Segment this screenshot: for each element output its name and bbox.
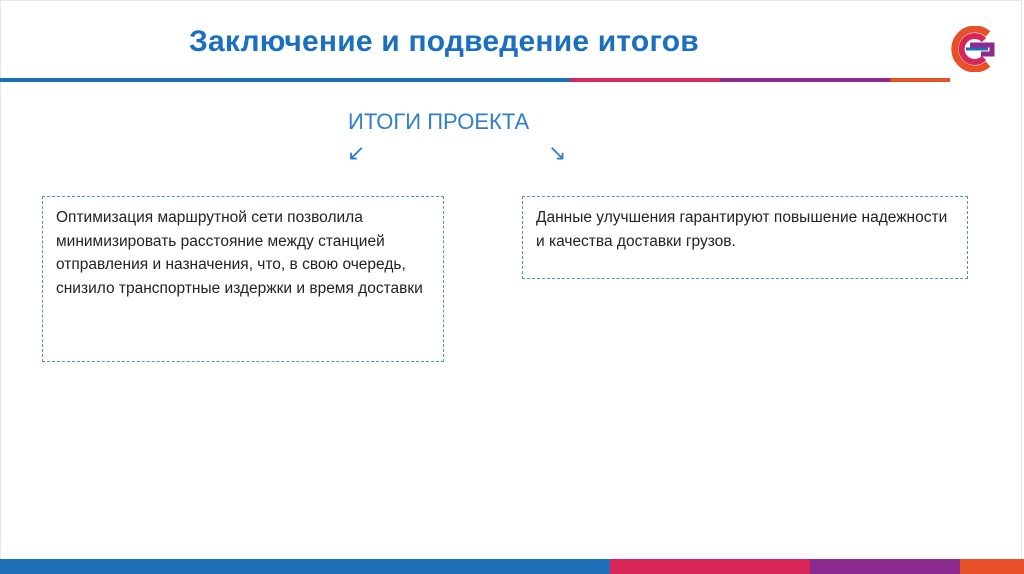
company-logo-icon bbox=[948, 26, 996, 72]
result-box-left: Оптимизация маршрутной сети позволила минимизировать расстояние между станцией отправления и назначения, что, в свою очередь, снизило транспортные издержки и время доставки bbox=[42, 196, 444, 362]
slide-title: Заключение и подведение итогов bbox=[189, 25, 699, 58]
arrow-down-right-icon: ↘ bbox=[548, 140, 567, 165]
footer-stripe bbox=[0, 559, 1024, 574]
section-subtitle: ИТОГИ ПРОЕКТА bbox=[348, 109, 530, 134]
result-box-right: Данные улучшения гарантируют повышение надежности и качества доставки грузов. bbox=[522, 196, 968, 279]
arrow-down-left-icon: ↙ bbox=[347, 140, 366, 165]
header-divider bbox=[0, 78, 950, 82]
